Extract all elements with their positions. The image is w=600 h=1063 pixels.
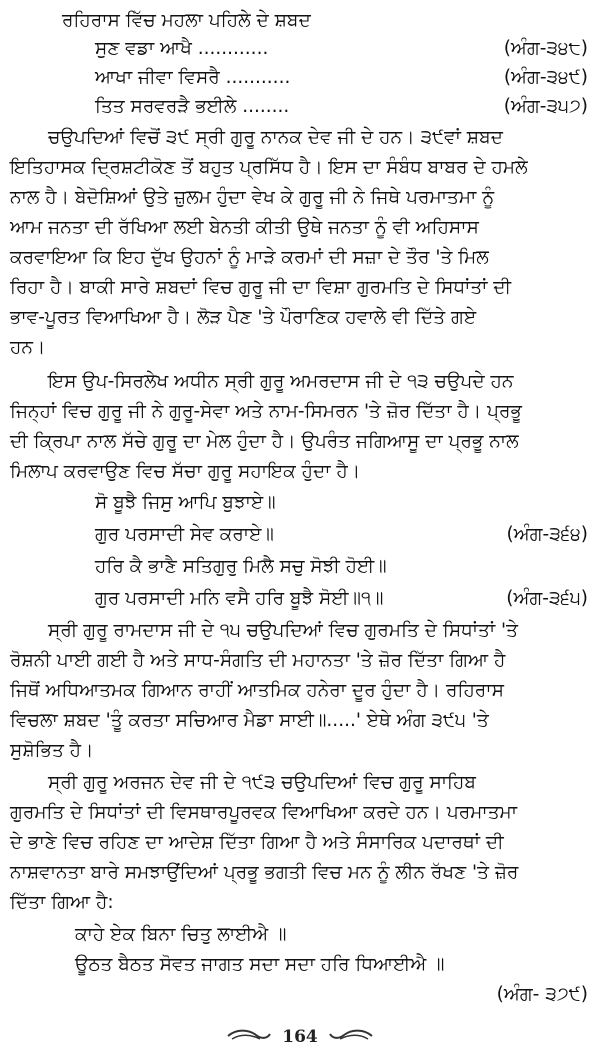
left-flourish-icon: [226, 1027, 272, 1047]
gurbani-quote-line: ਹਰਿ ਕੈ ਭਾਣੈ ਸਤਿਗੁਰੁ ਮਿਲੈ ਸਚੁ ਸੋਝੀ ਹੋਈ॥: [95, 556, 387, 577]
paragraph-line: ਸ੍ਰੀ ਗੁਰੂ ਰਾਮਦਾਸ ਜੀ ਦੇ ੧੫ ਚਉਪਦਿਆਂ ਵਿਚ ਗੁਰਮਤਿ ਦੇ ਸਿਧਾਂਤਾਂ 'ਤੇ: [48, 620, 518, 641]
paragraph-line: ਦੀ ਕ੍ਰਿਪਾ ਨਾਲ ਸੱਚੇ ਗੁਰੂ ਦਾ ਮੇਲ ਹੁੰਦਾ ਹੈ। ਉਪਰੰਤ ਜਗਿਆਸੂ ਦਾ ਪ੍ਰਭੂ ਨਾਲ: [10, 431, 519, 452]
paragraph-line: ਭਾਵ-ਪੂਰਤ ਵਿਆਖਿਆ ਹੈ। ਲੋੜ ਪੈਣ 'ਤੇ ਪੌਰਾਣਿਕ ਹਵਾਲੇ ਵੀ ਦਿੱਤੇ ਗਏ: [10, 307, 477, 328]
section-heading: ਰਹਿਰਾਸ ਵਿੱਚ ਮਹਲਾ ਪਹਿਲੇ ਦੇ ਸ਼ਬਦ: [62, 10, 311, 31]
paragraph-line: ਹਨ।: [10, 337, 46, 358]
gurbani-quote-line: ਊਠਤ ਬੈਠਤ ਸੋਵਤ ਜਾਗਤ ਸਦਾ ਸਦਾ ਹਰਿ ਧਿਆਈਐ ॥: [75, 954, 445, 975]
page-number: 164: [282, 1027, 318, 1047]
paragraph-line: ਗੁਰਮਤਿ ਦੇ ਸਿਧਾਂਤਾਂ ਦੀ ਵਿਸਥਾਰਪੂਰਵਕ ਵਿਆਖਿਆ ਕਰਦੇ ਹਨ। ਪਰਮਾਤਮਾ: [10, 802, 517, 823]
paragraph-line: ਰੋਸ਼ਨੀ ਪਾਈ ਗਈ ਹੈ ਅਤੇ ਸਾਧ-ਸੰਗਤਿ ਦੀ ਮਹਾਨਤਾ 'ਤੇ ਜ਼ੋਰ ਦਿੱਤਾ ਗਿਆ ਹੈ: [10, 650, 506, 671]
shabad-list-title: ਆਖਾ ਜੀਵਾ ਵਿਸਰੈ ...........: [95, 67, 291, 88]
paragraph-line: ਇਤਿਹਾਸਕ ਦ੍ਰਿਸ਼ਟੀਕੋਣ ਤੋਂ ਬਹੁਤ ਪ੍ਰਸਿੱਧ ਹੈ। ਇਸ ਦਾ ਸੰਬੰਧ ਬਾਬਰ ਦੇ ਹਮਲੇ: [10, 157, 528, 178]
paragraph-line: ਦੇ ਭਾਣੇ ਵਿਚ ਰਹਿਣ ਦਾ ਆਦੇਸ਼ ਦਿੱਤਾ ਗਿਆ ਹੈ ਅਤੇ ਸੰਸਾਰਿਕ ਪਦਾਰਥਾਂ ਦੀ: [10, 832, 504, 853]
gurbani-quote-line: ਗੁਰ ਪਰਸਾਦੀ ਸੇਵ ਕਰਾਏ॥: [95, 524, 274, 545]
paragraph-line: ਨਾਲ ਹੈ। ਬੇਦੋਸ਼ਿਆਂ ਉਤੇ ਜ਼ੁਲਮ ਹੁੰਦਾ ਵੇਖ ਕੇ ਗੁਰੂ ਜੀ ਨੇ ਜਿਥੇ ਪਰਮਾਤਮਾ ਨੂੰ: [10, 187, 495, 208]
gurbani-quote-line: ਗੁਰ ਪਰਸਾਦੀ ਮਨਿ ਵਸੈ ਹਰਿ ਬੂਝੈ ਸੋਈ॥੧॥: [95, 588, 384, 609]
gurbani-quote-line: ਸੋ ਬੂਝੈ ਜਿਸੁ ਆਪਿ ਬੁਝਾਏ॥: [95, 492, 276, 513]
paragraph-line: ਇਸ ਉਪ-ਸਿਰਲੇਖ ਅਧੀਨ ਸ੍ਰੀ ਗੁਰੂ ਅਮਰਦਾਸ ਜੀ ਦੇ ੧੩ ਚਉਪਦੇ ਹਨ: [48, 371, 514, 392]
paragraph-line: ਜਿਨ੍ਹਾਂ ਵਿਚ ਗੁਰੂ ਜੀ ਨੇ ਗੁਰੂ-ਸੇਵਾ ਅਤੇ ਨਾਮ-ਸਿਮਰਨ 'ਤੇ ਜ਼ੋਰ ਦਿੱਤਾ ਹੈ। ਪ੍ਰਭੂ: [10, 401, 522, 422]
paragraph-line: ਚਉਪਦਿਆਂ ਵਿਚੋਂ ੩੯ ਸ੍ਰੀ ਗੁਰੂ ਨਾਨਕ ਦੇਵ ਜੀ ਦੇ ਹਨ। ੩੯ਵਾਂ ਸ਼ਬਦ: [48, 127, 503, 148]
shabad-list-title: ਸੁਣ ਵਡਾ ਆਖੈ ............: [95, 38, 269, 59]
paragraph-line: ਵਿਚਲਾ ਸ਼ਬਦ 'ਤੂੰ ਕਰਤਾ ਸਚਿਆਰ ਮੈਡਾ ਸਾਈ॥.....' ਏਥੇ ਅੰਗ ੩੯੫ 'ਤੇ: [10, 710, 489, 731]
paragraph-line: ਆਮ ਜਨਤਾ ਦੀ ਰੱਖਿਆ ਲਈ ਬੇਨਤੀ ਕੀਤੀ ਉਥੇ ਜਨਤਾ ਨੂੰ ਵੀ ਅਹਿਸਾਸ: [10, 217, 479, 238]
shabad-list-title: ਤਿਤ ਸਰਵਰੜੈ ਭਈਲੇ ........: [95, 96, 290, 117]
quote-ref: (ਅੰਗ-੩੬੫): [506, 588, 588, 609]
paragraph-line: ਸ੍ਰੀ ਗੁਰੂ ਅਰਜਨ ਦੇਵ ਜੀ ਦੇ ੧੯੩ ਚਉਪਦਿਆਂ ਵਿਚ ਗੁਰੂ ਸਾਹਿਬ: [48, 772, 476, 793]
paragraph-line: ਨਾਸ਼ਵਾਨਤਾ ਬਾਰੇ ਸਮਝਾਉਂਦਿਆਂ ਪ੍ਰਭੂ ਭਗਤੀ ਵਿਚ ਮਨ ਨੂੰ ਲੀਨ ਰੱਖਣ 'ਤੇ ਜ਼ੋਰ: [10, 862, 519, 883]
paragraph-line: ਕਰਵਾਇਆ ਕਿ ਇਹ ਦੁੱਖ ਉਹਨਾਂ ਨੂੰ ਮਾੜੇ ਕਰਮਾਂ ਦੀ ਸਜ਼ਾ ਦੇ ਤੌਰ 'ਤੇ ਮਿਲ: [10, 247, 489, 268]
page-footer: [0, 1022, 600, 1052]
shabad-list-ref: (ਅੰਗ-੩੪੮): [503, 38, 588, 59]
shabad-list-ref: (ਅੰਗ-੩੫੭): [503, 96, 588, 117]
quote-ref: (ਅੰਗ- ੩੭੯): [496, 984, 588, 1005]
right-flourish-icon: [328, 1027, 374, 1047]
paragraph-line: ਮਿਲਾਪ ਕਰਵਾਉਣ ਵਿਚ ਸੱਚਾ ਗੁਰੂ ਸਹਾਇਕ ਹੁੰਦਾ ਹੈ।: [10, 461, 361, 482]
paragraph-line: ਦਿੱਤਾ ਗਿਆ ਹੈ:: [10, 892, 114, 913]
paragraph-line: ਸੁਸ਼ੋਭਿਤ ਹੈ।: [10, 740, 94, 761]
quote-ref: (ਅੰਗ-੩੬੪): [506, 524, 588, 545]
paragraph-line: ਜਿਥੋਂ ਅਧਿਆਤਮਕ ਗਿਆਨ ਰਾਹੀਂ ਆਤਮਿਕ ਹਨੇਰਾ ਦੂਰ ਹੁੰਦਾ ਹੈ। ਰਹਿਰਾਸ: [10, 680, 504, 701]
shabad-list-ref: (ਅੰਗ-੩੪੯): [503, 67, 588, 88]
paragraph-line: ਰਿਹਾ ਹੈ। ਬਾਕੀ ਸਾਰੇ ਸ਼ਬਦਾਂ ਵਿਚ ਗੁਰੂ ਜੀ ਦਾ ਵਿਸ਼ਾ ਗੁਰਮਤਿ ਦੇ ਸਿਧਾਂਤਾਂ ਦੀ: [10, 277, 512, 298]
gurbani-quote-line: ਕਾਹੇ ਏਕ ਬਿਨਾ ਚਿਤੁ ਲਾਈਐ ॥: [75, 924, 287, 945]
